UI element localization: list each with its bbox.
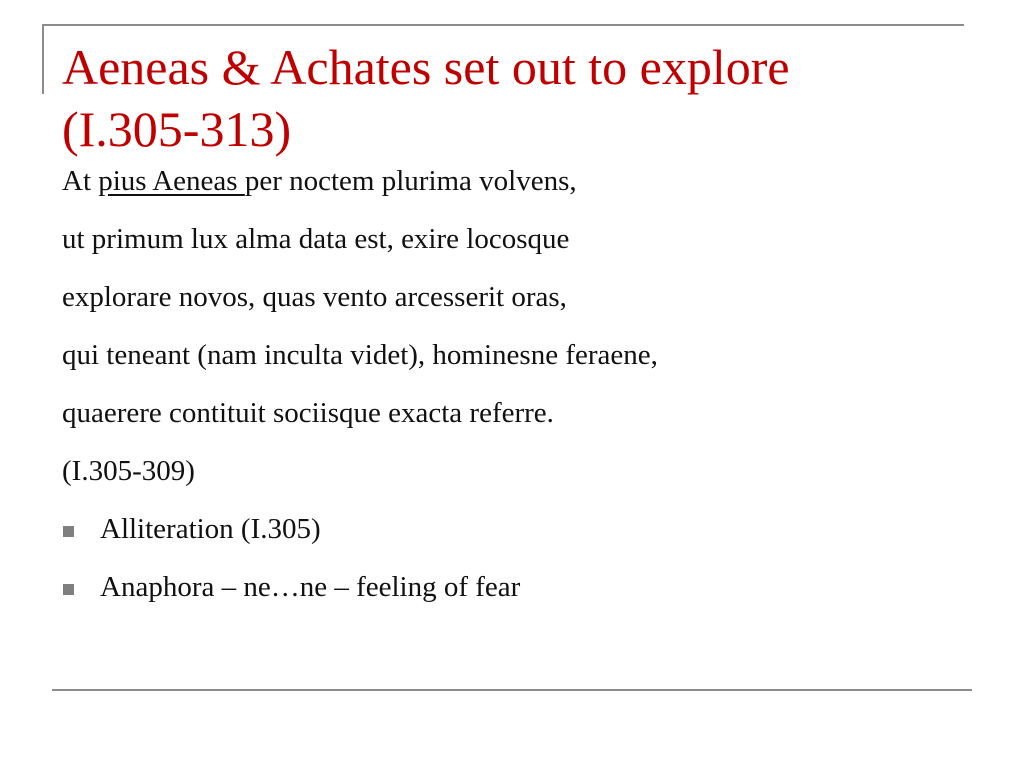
bullet-item xyxy=(62,558,962,616)
square-bullet-icon xyxy=(63,526,74,537)
passage-line-4: qui teneant (nam inculta videt), hominesne feraene, xyxy=(62,339,658,371)
passage-line-1 xyxy=(62,152,962,210)
square-bullet-icon xyxy=(63,584,74,595)
bullet-item xyxy=(62,500,962,558)
slide-title xyxy=(62,36,962,160)
passage-line-5: quaerere contituit sociisque exacta referre. xyxy=(62,397,554,429)
passage-line-1-end: per noctem plurima volvens, xyxy=(244,165,577,197)
passage-line-1-start: At xyxy=(62,165,99,197)
left-rule xyxy=(42,24,44,94)
slide-body xyxy=(62,152,962,616)
top-rule xyxy=(42,24,964,26)
underlined-phrase: pius Aeneas xyxy=(98,165,245,197)
passage-line-2: ut primum lux alma data est, exire locosque xyxy=(62,223,570,255)
bullet-text: Alliteration (I.305) xyxy=(100,513,321,545)
passage-citation: (I.305-309) xyxy=(62,455,195,487)
slide-title-line-2: (I.305-313) xyxy=(62,101,292,157)
bullet-text: Anaphora – ne…ne – feeling of fear xyxy=(100,571,521,603)
passage-line-3: explorare novos, quas vento arcesserit oras, xyxy=(62,281,567,313)
slide-title-line-1: Aeneas & Achates set out to explore xyxy=(62,39,790,95)
bottom-rule xyxy=(52,689,972,691)
